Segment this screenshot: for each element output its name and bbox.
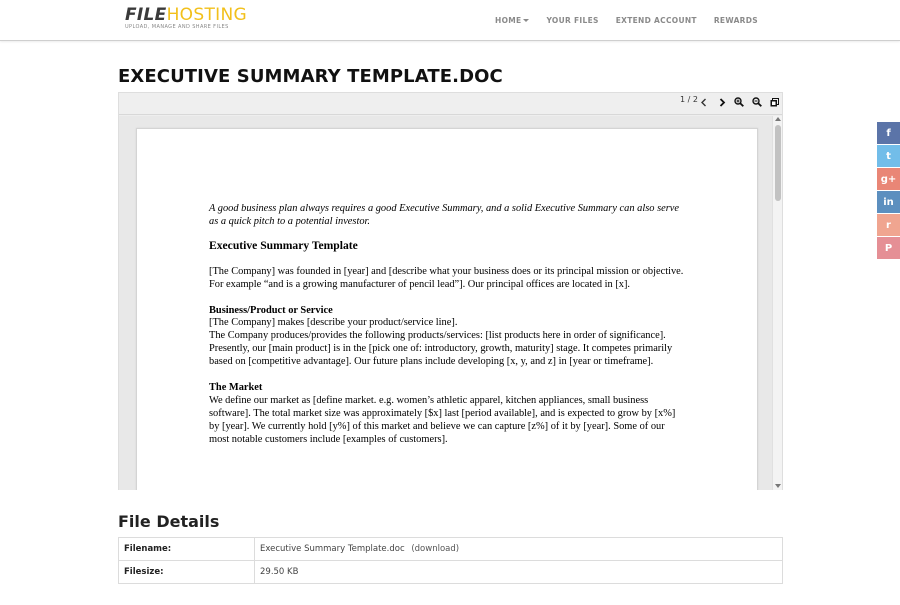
google-plus-icon: g+ — [880, 173, 897, 185]
filename-value-cell — [255, 538, 783, 561]
logo[interactable] — [125, 5, 247, 30]
zoom-out-icon — [752, 97, 762, 107]
filename-value: Executive Summary Template.doc — [260, 544, 405, 554]
scroll-down-icon[interactable] — [775, 484, 781, 488]
share-google-plus-button[interactable] — [877, 168, 900, 190]
nav-rewards[interactable]: REWARDS — [713, 15, 758, 25]
share-pinterest-button[interactable] — [877, 237, 900, 259]
twitter-icon: t — [886, 150, 891, 162]
zoom-in-button[interactable] — [733, 96, 745, 108]
page-indicator: 1 / 2 — [680, 95, 698, 104]
document-viewer — [118, 92, 783, 490]
viewer-scrollbar[interactable] — [772, 116, 782, 490]
filename-label: Filename: — [119, 538, 255, 561]
share-linkedin-button[interactable] — [877, 191, 900, 213]
doc-section-business-title: Business/Product or Service — [209, 304, 333, 316]
share-reddit-button[interactable] — [877, 214, 900, 236]
caret-down-icon — [523, 19, 529, 22]
zoom-out-button[interactable] — [751, 96, 763, 108]
nav-extend-account[interactable]: EXTEND ACCOUNT — [615, 15, 697, 25]
scroll-thumb[interactable] — [775, 125, 781, 201]
prev-page-button[interactable] — [698, 96, 710, 108]
nav-home-label: HOME — [495, 15, 522, 25]
doc-section-market-title: The Market — [209, 382, 263, 394]
download-link[interactable]: (download) — [411, 544, 460, 554]
viewer-toolbar — [119, 93, 782, 115]
share-bar — [877, 122, 900, 260]
nav-your-files[interactable]: YOUR FILES — [546, 15, 599, 25]
filesize-label: Filesize: — [119, 561, 255, 584]
facebook-icon: f — [886, 127, 891, 139]
doc-intro: A good business plan always requires a good Executive Summary, and a solid Executive Summary can also serve as a quick pitch to a potential investor. — [209, 203, 679, 227]
doc-business-line: The Company produces/provides the following products/services: [list products here in order of significance]. — [209, 330, 666, 342]
reddit-icon: r — [886, 219, 891, 231]
fullscreen-icon — [770, 98, 779, 107]
scroll-up-icon[interactable] — [775, 117, 781, 121]
doc-section-business — [209, 305, 684, 370]
share-facebook-button[interactable] — [877, 122, 900, 144]
doc-business-line: [The Company] makes [describe your product/service line]. — [209, 317, 458, 329]
doc-section-market — [209, 382, 684, 447]
chevron-left-icon — [700, 98, 708, 107]
table-row — [119, 538, 783, 561]
share-twitter-button[interactable] — [877, 145, 900, 167]
pinterest-icon: P — [884, 242, 893, 254]
header — [0, 0, 900, 41]
document-page — [136, 128, 758, 490]
file-details-table — [118, 537, 783, 584]
linkedin-icon: in — [883, 196, 894, 208]
next-page-button[interactable] — [716, 96, 728, 108]
doc-heading: Executive Summary Template — [209, 238, 358, 252]
doc-business-line: Presently, our [main product] is in the [pick one of: introductory, growth, maturity] stage. It competes primarily based on [competitive advantage]. Our future plans include developing [x, y, and z] in [year or timeframe]. — [209, 343, 673, 368]
doc-paragraph-company: [The Company] was founded in [year] and [describe what your business does or its principal mission or objective. For example “and is a growing manufacturer of pencil lead”]. Our principal offices are located in [x]. — [209, 265, 684, 290]
main-nav — [478, 0, 758, 40]
page-title: EXECUTIVE SUMMARY TEMPLATE.DOC — [118, 66, 503, 87]
filesize-value: 29.50 KB — [255, 561, 783, 584]
logo-tagline: UPLOAD, MANAGE AND SHARE FILES — [125, 24, 229, 30]
table-row — [119, 561, 783, 584]
doc-market-body: We define our market as [define market. e.g. women’s athletic apparel, kitchen appliances, small business software]. The total market size was approximately [$x] last [period available], and is expected to grow by [x%] by [year]. We currently hold [y%] of this market and believe we can capture [z%] of it by [year]. Some of our most notable customers include [examples of customers]. — [209, 394, 676, 445]
viewer-body[interactable] — [119, 116, 782, 490]
zoom-in-icon — [734, 97, 744, 107]
chevron-right-icon — [718, 98, 726, 107]
logo-file-text: FILE — [125, 5, 167, 25]
fullscreen-button[interactable] — [768, 96, 780, 108]
nav-home[interactable] — [495, 16, 529, 25]
logo-hosting-text: HOSTING — [166, 5, 247, 25]
file-details-title: File Details — [118, 512, 220, 531]
document-content — [209, 203, 684, 460]
